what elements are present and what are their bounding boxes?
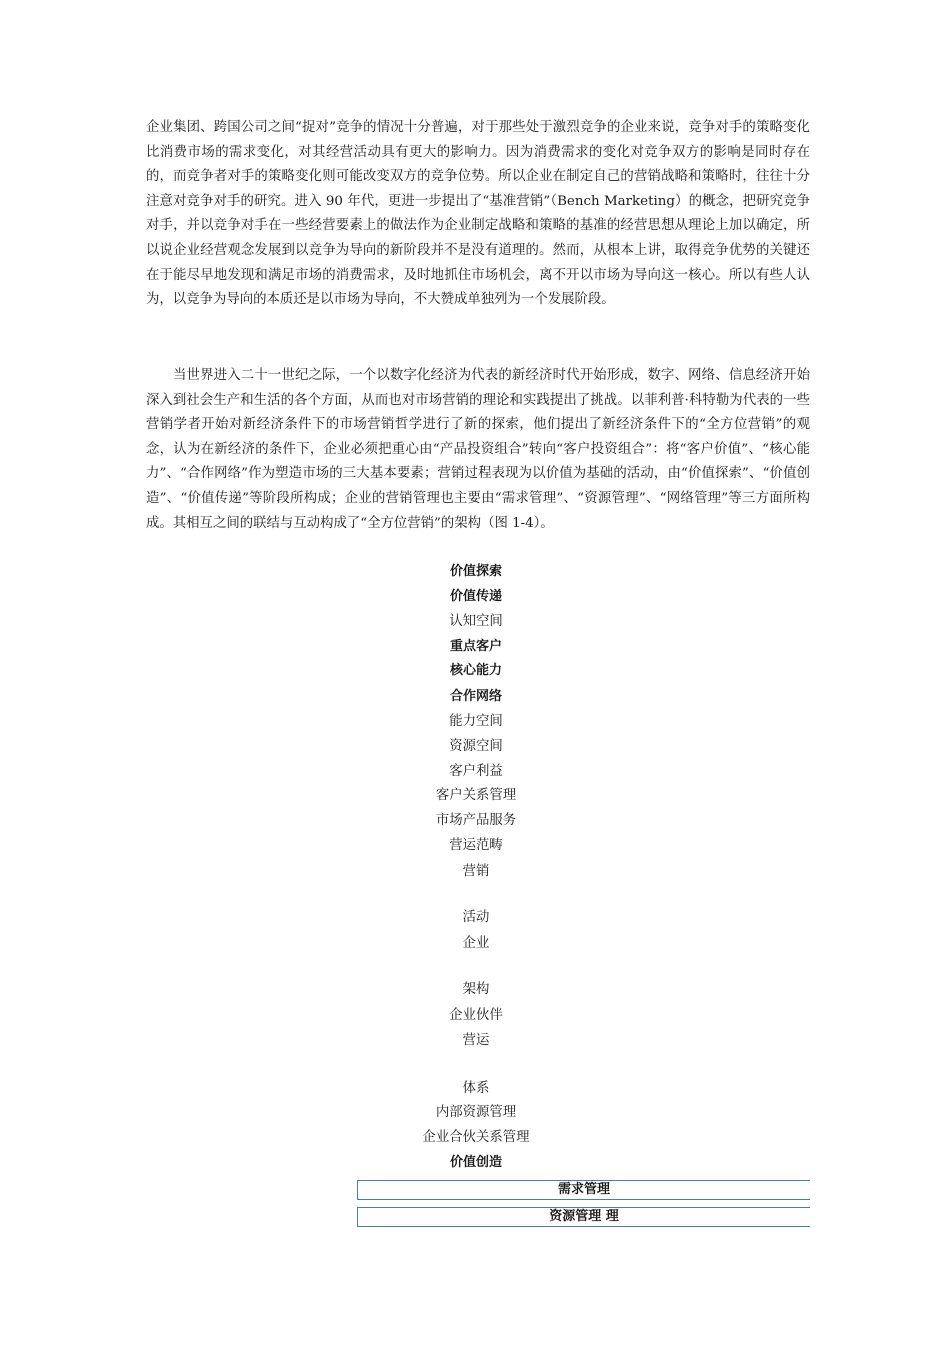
node-activities: 活动 — [462, 910, 490, 925]
body-paragraph-2: 当世界进入二十一世纪之际，一个以数字化经济为代表的新经济时代开始形成，数字、网络、信息经济开始深入到社会生产和生活的各个方面，从而也对市场营销的理论和实践提出了挑战。以菲利普·科特勒为代表的一些营销学者开始对新经济条件下的市场营销哲学进行了新的探索，他们提出了新经济条件下的“全方位营销”的观念，认为在新经济的条件下，企业必须把重心由“产品投资组合”转向“客户投资组合”：将“客户价值”、“核心能力”、“合作网络”作为塑造市场的三大基本要素；营销过程表现为以价值为基础的活动，由“价值探索”、“价值创造”、“价值传递”等阶段所构成；企业的营销管理也主要由“需求管理”、“资源管理”、“网络管理”等三方面所构成。其相互之间的联结与互动构成了“全方位营销”的架构（图 1-4）。 — [146, 368, 810, 531]
node-cooperation-network: 合作网络 — [449, 689, 502, 704]
node-operation-scope: 营运范畴 — [449, 838, 503, 853]
node-customer-benefit: 客户利益 — [449, 764, 503, 779]
body-paragraph-1: 企业集团、跨国公司之间“捉对”竞争的情况十分普遍，对于那些处于激烈竞争的企业来说，竞争对手的策略变化比消费市场的需求变化，对其经营活动具有更大的影响力。因为消费需求的变化对竞争双方的影响是同时存在的，而竞争者对手的策略变化则可能改变双方的竞争位势。所以企业在制定自己的营销战略和策略时，往往十分注意对竞争对手的研究。进入 90 年代，更进一步提出了“基准营销”（Bench Marketing）的概念，把研究竞争对手，并以竞争对手在一些经营要素上的做法作为企业制定战略和策略的基准的经营思想从理论上加以确定，所以说企业经营观念发展到以竞争为导向的新阶段并不是没有道理的。然而，从根本上讲，取得竞争优势的关键还在于能尽早地发现和满足市场的消费需求，及时地抓住市场机会，离不开以市场为导向这一核心。所以有些人认为，以竞争为导向的本质还是以市场为导向，不大赞成单独列为一个发展阶段。 — [146, 120, 810, 308]
node-enterprise-partners: 企业伙伴 — [449, 1008, 503, 1023]
node-system: 体系 — [462, 1081, 490, 1096]
node-cognitive-space: 认知空间 — [449, 614, 503, 629]
node-market-product-service: 市场产品服务 — [435, 813, 517, 828]
node-internal-resource-mgmt: 内部资源管理 — [435, 1105, 517, 1120]
node-marketing: 营销 — [462, 864, 490, 879]
node-capability-space: 能力空间 — [449, 714, 503, 729]
resource-management-box: 资源管理 理 — [357, 1207, 810, 1227]
node-resource-space: 资源空间 — [449, 739, 503, 754]
node-key-customers: 重点客户 — [449, 639, 502, 654]
node-value-creation: 价值创造 — [449, 1155, 502, 1170]
node-value-delivery: 价值传递 — [449, 589, 502, 604]
node-core-competence: 核心能力 — [449, 663, 502, 678]
node-enterprise: 企业 — [462, 936, 490, 951]
demand-management-box: 需求管理 — [357, 1180, 810, 1200]
node-partnership-mgmt: 企业合伙关系管理 — [422, 1130, 530, 1145]
node-crm: 客户关系管理 — [435, 788, 517, 803]
node-architecture: 架构 — [462, 982, 490, 997]
node-operations: 营运 — [462, 1033, 490, 1048]
node-value-exploration: 价值探索 — [449, 564, 502, 579]
